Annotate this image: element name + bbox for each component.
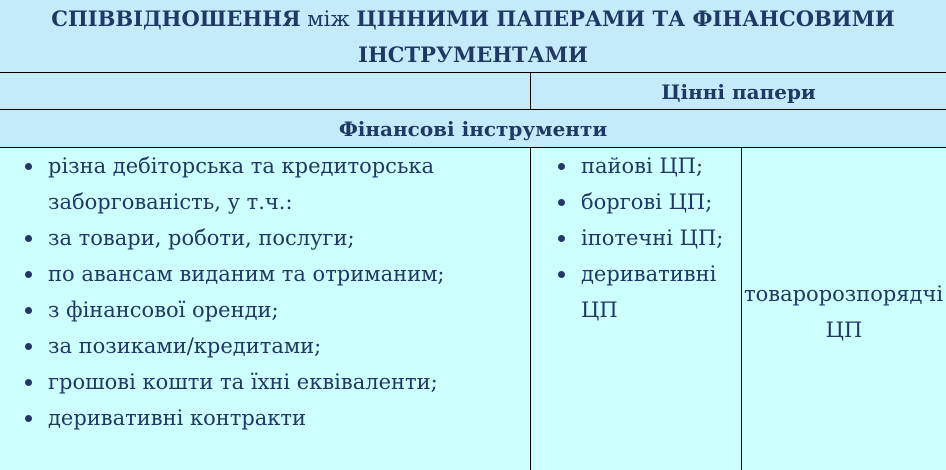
securities-list	[531, 148, 741, 328]
bullet-icon	[558, 163, 565, 170]
title-part-4: ІНСТРУМЕНТАМИ	[358, 42, 588, 67]
bullet-icon	[25, 235, 32, 242]
securities-cell	[531, 148, 742, 470]
bullet-icon	[25, 379, 32, 386]
list-item: по авансам виданим та отриманим;	[0, 256, 468, 292]
list-item: іпотечні ЦП;	[531, 220, 731, 256]
bullet-icon	[25, 307, 32, 314]
header-row	[0, 73, 946, 110]
other-securities-text	[744, 276, 946, 348]
bullet-icon	[558, 235, 565, 242]
bullet-icon	[25, 163, 32, 170]
list-item: за товари, роботи, послуги;	[0, 220, 468, 256]
header-empty-cell	[0, 73, 531, 109]
other-securities-line2: ЦП	[825, 318, 863, 342]
other-securities-line1: товаророзпорядчі	[744, 282, 944, 306]
bullet-icon	[25, 415, 32, 422]
bullet-icon	[25, 343, 32, 350]
title-part-1: СПІВВІДНОШЕННЯ	[51, 6, 301, 31]
financial-instruments-header: Фінансові інструменти	[0, 110, 946, 148]
list-item: грошові кошти та їхні еквіваленти;	[0, 364, 468, 400]
title-part-2: між	[300, 7, 357, 31]
table-body	[0, 148, 946, 470]
other-securities-cell	[742, 148, 946, 470]
list-item: з фінансової оренди;	[0, 292, 468, 328]
bullet-icon	[558, 199, 565, 206]
list-item: деривативні контракти	[0, 400, 468, 436]
list-item: за позиками/кредитами;	[0, 328, 468, 364]
list-item: пайові ЦП;	[531, 148, 731, 184]
bullet-icon	[558, 271, 565, 278]
title-part-3: ЦІННИМИ ПАПЕРАМИ ТА ФІНАНСОВИМИ	[356, 6, 895, 31]
list-item: боргові ЦП;	[531, 184, 731, 220]
bullet-icon	[25, 271, 32, 278]
list-item: деривативні ЦП	[531, 256, 731, 328]
financial-instruments-cell	[0, 148, 531, 470]
list-item: різна дебіторська та кредиторська заборгованість, у т.ч.:	[0, 148, 468, 220]
financial-instruments-list	[0, 148, 530, 436]
securities-header: Цінні папери	[661, 80, 816, 104]
table-title	[0, 0, 946, 73]
